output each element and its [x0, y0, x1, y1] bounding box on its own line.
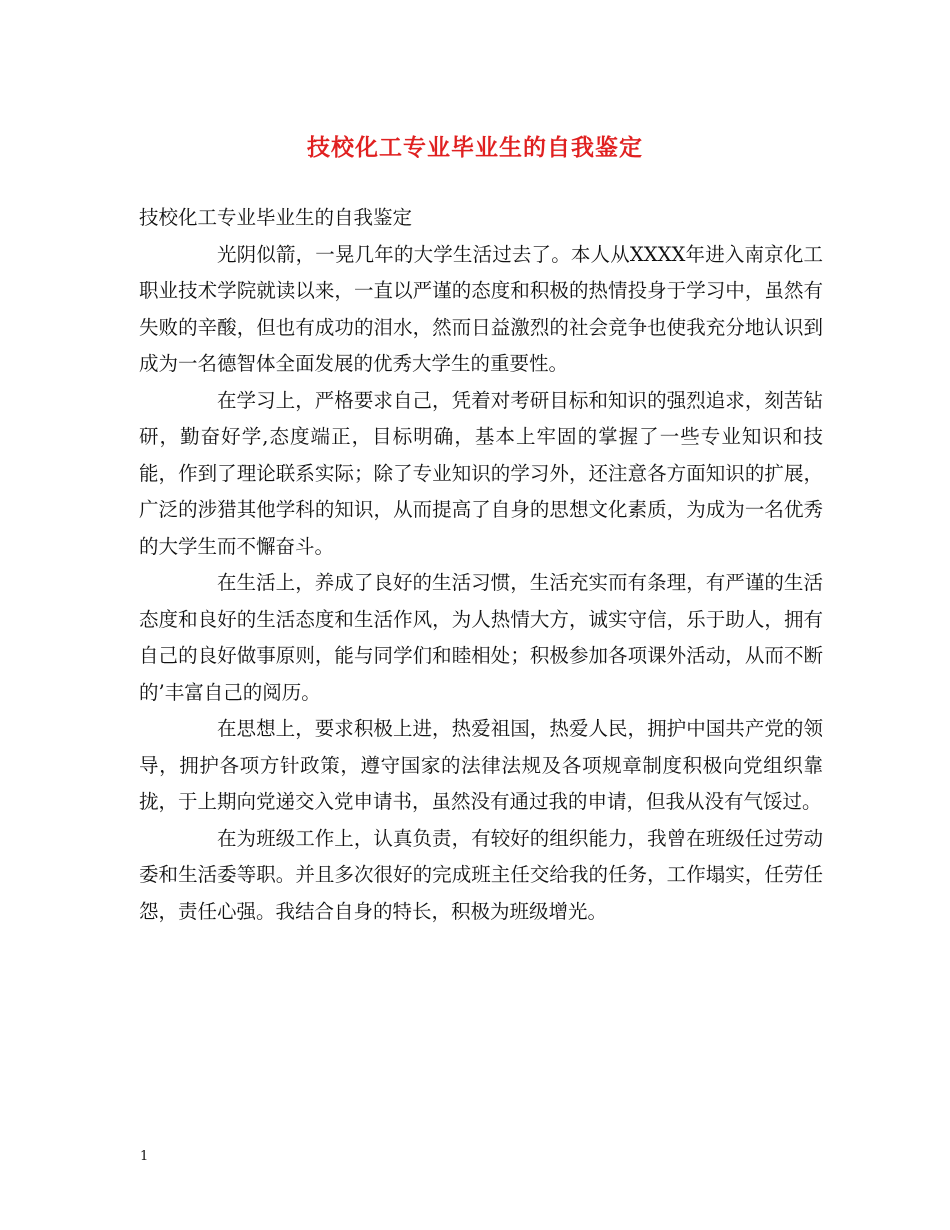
paragraph-thought: 在思想上，要求积极上进，热爱祖国，热爱人民，拥护中国共产党的领导，拥护各项方针政策，遵守国家的法律法规及各项规章制度积极向党组织靠拢，于上期向党递交入党申请书，虽然没有通过我的申请，但我从没有气馁过。 [139, 717, 823, 813]
page-number: 1 [140, 1149, 149, 1164]
paragraph-intro: 光阴似箭，一晃几年的大学生活过去了。本人从XXXX年进入南京化工职业技术学院就读以来，一直以严谨的态度和积极的热情投身于学习中，虽然有失败的辛酸，但也有成功的泪水，然而日益激烈的社会竞争也使我充分地认识到成为一名德智体全面发展的优秀大学生的重要性。 [139, 242, 823, 375]
paragraph-study: 在学习上，严格要求自己，凭着对考研目标和知识的强烈追求，刻苦钻研，勤奋好学,态度端正，目标明确，基本上牢固的掌握了一些专业知识和技能，作到了理论联系实际；除了专业知识的学习外，还注意各方面知识的扩展，广泛的涉猎其他学科的知识，从而提高了自身的思想文化素质，为成为一名优秀的大学生而不懈奋斗。 [139, 388, 823, 558]
document-title: 技校化工专业毕业生的自我鉴定 [307, 134, 643, 161]
document-body [139, 200, 823, 930]
subtitle-line: 技校化工专业毕业生的自我鉴定 [139, 206, 413, 229]
paragraph-class-work: 在为班级工作上，认真负责，有较好的组织能力，我曾在班级任过劳动委和生活委等职。并且多次很好的完成班主任交给我的任务，工作塌实，任劳任怨，责任心强。我结合自身的特长，积极为班级增光。 [139, 826, 823, 923]
paragraph-life: 在生活上，养成了良好的生活习惯，生活充实而有条理，有严谨的生活态度和良好的生活态度和生活作风，为人热情大方，诚实守信，乐于助人，拥有自己的良好做事原则，能与同学们和睦相处；积极参加各项课外活动，从而不断的’丰富自己的阅历。 [139, 571, 823, 704]
